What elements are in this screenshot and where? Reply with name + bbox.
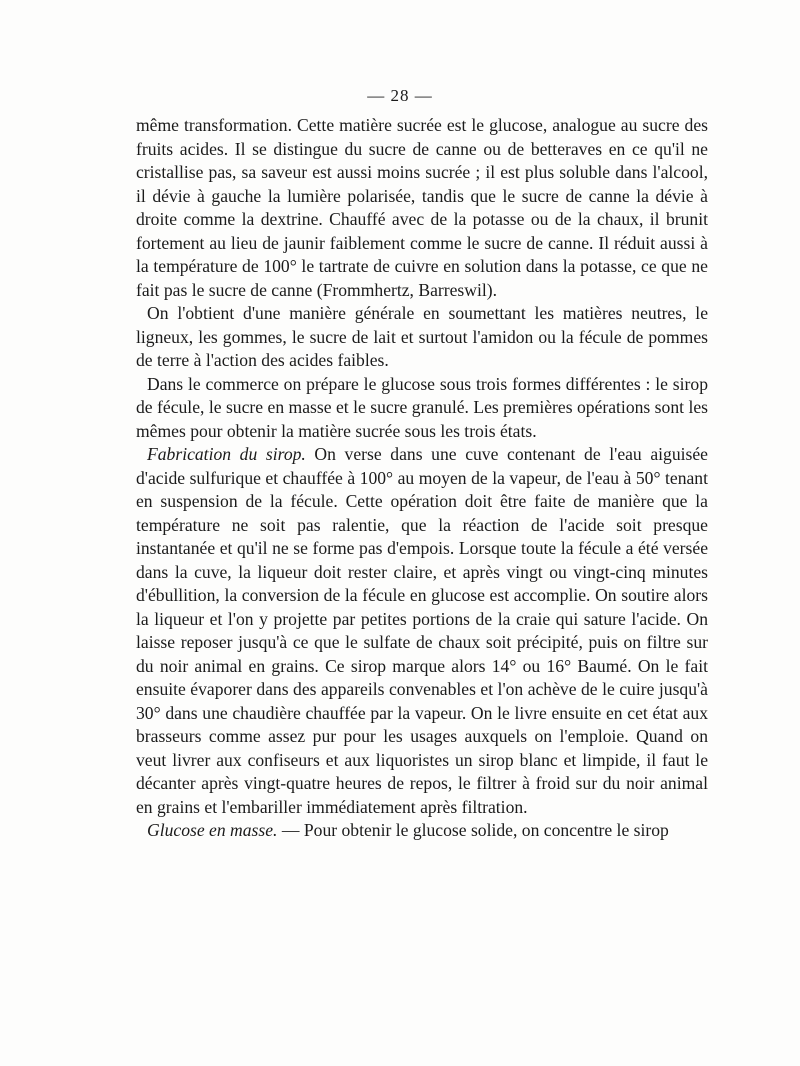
paragraph-fabrication-sirop — [136, 443, 708, 819]
page-number: — 28 — — [367, 86, 433, 105]
page-text — [136, 114, 708, 843]
paragraph-text: Dans le commerce on prépare le glucose sous trois formes différentes : le sirop de fécule, le sucre en masse et le sucre granulé. Les premières opérations sont les mêmes pour obtenir la matière sucrée sous les trois états. — [136, 373, 708, 441]
paragraph-text: On l'obtient d'une manière générale en soumettant les matières neutres, le ligneux, les gommes, le sucre de lait et surtout l'amidon ou la fécule de pommes de terre à l'action des acides faibles. — [136, 303, 708, 370]
section-heading-glucose: Glucose en masse. — [147, 820, 278, 840]
paragraph-text: même transformation. Cette matière sucrée est le glucose, analogue au sucre des fruits acides. Il se distingue du sucre de canne ou de betteraves en ce qu'il ne cristallise pas, sa saveur est aussi moins sucrée ; il est plus soluble dans l'alcool, il dévie à gauche la lumière polarisée, tandis que le sucre de canne la dévie à droite comme la dextrine. Chauffé avec de la potasse ou de la chaux, il brunit fortement au lieu de jaunir faiblement comme le sucre de canne. Il réduit aussi à la température de 100° le tartrate de cuivre en solution dans la potasse, ce que ne fait pas le sucre de canne (Frommhertz, Barreswil). — [136, 115, 708, 300]
paragraph-text: — Pour obtenir le glucose solide, on concentre le sirop — [277, 820, 669, 840]
paragraph-text: On verse dans une cuve contenant de l'eau aiguisée d'acide sulfurique et chauffée à 100° au moyen de la vapeur, de l'eau à 50° tenant en suspension de la fécule. Cette opération doit être faite de manière que la température ne soit pas ralentie, que la réaction de l'acide soit presque instantanée et qu'il ne se forme pas d'empois. Lorsque toute la fécule a été versée dans la cuve, la liqueur doit rester claire, et après vingt ou vingt-cinq minutes d'ébullition, la conversion de la fécule en glucose est accomplie. On soutire alors la liqueur et l'on y projette par petites portions de la craie qui sature l'acide. On laisse reposer jusqu'à ce que le sulfate de chaux soit précipité, puis on filtre sur du noir animal en grains. Ce sirop marque alors 14° ou 16° Baumé. On le fait ensuite évaporer dans des appareils convenables et l'on achève de le cuire jusqu'à 30° dans une chaudière chauffée par la vapeur. On le livre ensuite en cet état aux brasseurs comme assez pur pour les usages auxquels on l'emploie. Quand on veut livrer aux confiseurs et aux liquoristes un sirop blanc et limpide, il faut le décanter après vingt-quatre heures de repos, le filtrer à froid sur du noir animal en grains et l'embariller immédiatement après filtration. — [136, 444, 708, 817]
paragraph-continuation — [136, 114, 708, 302]
paragraph-preparation-general — [136, 302, 708, 373]
paragraph-commerce-forms — [136, 373, 708, 444]
section-heading-fabrication: Fabrication du sirop. — [147, 444, 306, 464]
paragraph-glucose-masse — [136, 819, 708, 843]
